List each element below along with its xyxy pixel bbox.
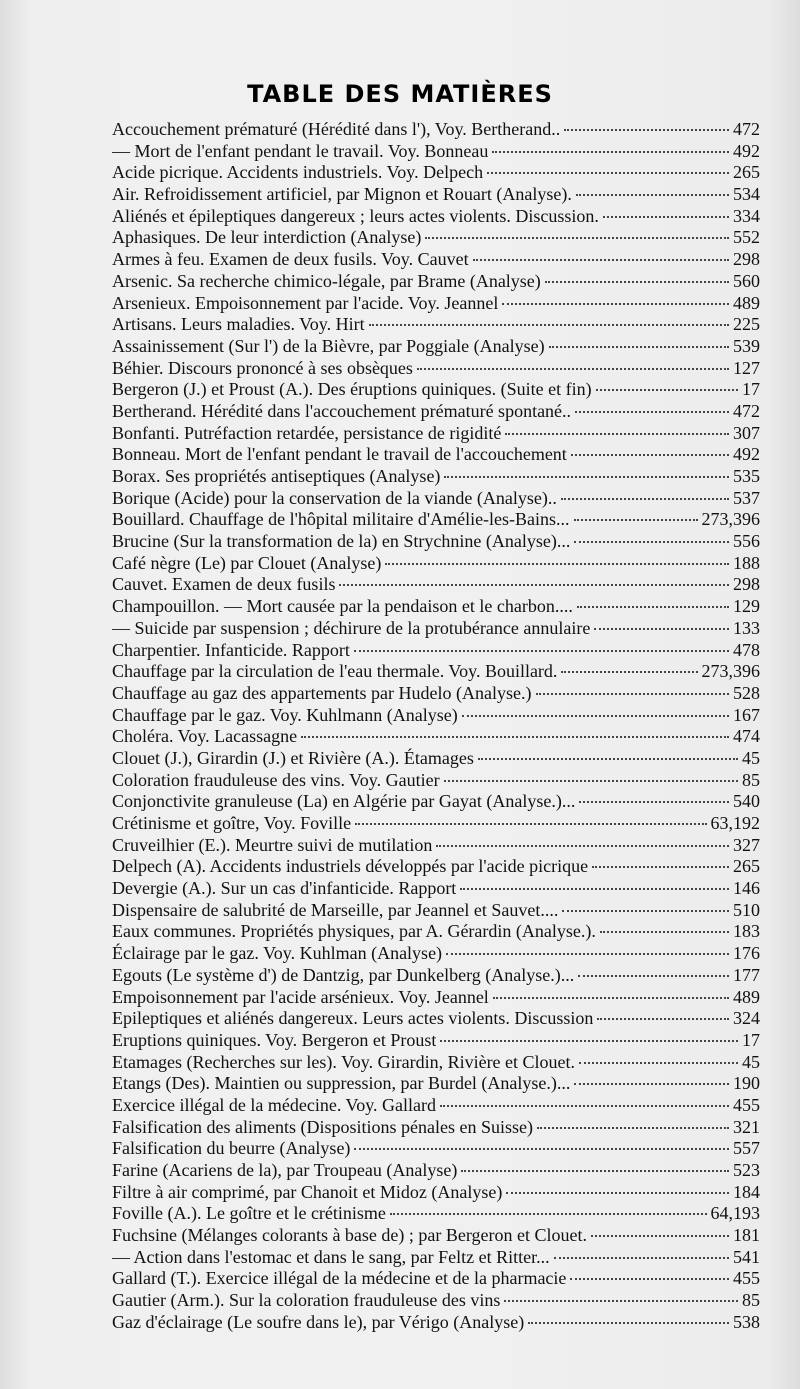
index-entry	[112, 618, 760, 640]
dot-leader	[444, 476, 729, 478]
index-entry	[112, 162, 760, 184]
entry-page-number: 129	[733, 596, 760, 617]
dot-leader	[461, 1170, 729, 1172]
entry-page-number: 321	[733, 1116, 760, 1137]
entry-text: Chauffage au gaz des appartements par Hudelo (Analyse.)	[112, 682, 532, 703]
entry-page-number: 540	[733, 791, 760, 812]
index-entry	[112, 1073, 760, 1095]
index-entry	[112, 488, 760, 510]
entry-page-number: 265	[733, 856, 760, 877]
entry-text: Cruveilhier (E.). Meurtre suivi de mutilation	[112, 834, 433, 855]
dot-leader	[596, 389, 738, 391]
index-entry	[112, 1290, 760, 1312]
entry-text: Acide picrique. Accidents industriels. Voy. Delpech	[112, 162, 484, 183]
entry-page-number: 492	[733, 140, 760, 161]
index-entry	[112, 1268, 760, 1290]
entry-page-number: 273,396	[701, 509, 760, 530]
entry-text: — Suicide par suspension ; déchirure de la protubérance annulaire	[112, 617, 591, 638]
dot-leader	[339, 584, 729, 586]
entry-page-number: 489	[733, 986, 760, 1007]
index-entry	[112, 184, 760, 206]
entry-text: Farine (Acariens de la), par Troupeau (Analyse)	[112, 1160, 458, 1180]
entry-text: Egouts (Le système d') de Dantzig, par Dunkelberg (Analyse.)...	[112, 964, 575, 985]
entry-text: Arsenic. Sa recherche chimico-légale, par Brame (Analyse)	[112, 270, 541, 291]
entry-text: Artisans. Leurs maladies. Voy. Hirt	[112, 314, 365, 335]
entry-page-number: 560	[733, 270, 760, 291]
dot-leader	[436, 845, 729, 847]
entry-text: Epileptiques et aliénés dangereux. Leurs actes violents. Discussion	[112, 1008, 594, 1029]
entry-text: Crétinisme et goître, Voy. Foville	[112, 813, 352, 833]
entry-text: Borique (Acide) pour la conservation de la viande (Analyse)..	[112, 487, 557, 508]
index-entry	[112, 509, 760, 531]
dot-leader	[591, 1235, 729, 1237]
dot-leader	[570, 1278, 729, 1280]
dot-leader	[576, 194, 729, 196]
dot-leader	[354, 650, 729, 652]
entry-page-number: 492	[733, 444, 760, 465]
entry-page-number: 85	[742, 769, 760, 790]
index-entry	[112, 119, 760, 141]
index-entry	[112, 943, 760, 965]
index-entry	[112, 444, 760, 466]
entry-text: Gaz d'éclairage (Le soufre dans le), par Vérigo (Analyse)	[112, 1311, 525, 1332]
dot-leader	[478, 758, 738, 760]
entry-text: Etamages (Recherches sur les). Voy. Girardin, Rivière et Clouet.	[112, 1051, 576, 1072]
entry-page-number: 552	[733, 227, 760, 248]
entry-text: Gautier (Arm.). Sur la coloration frauduleuse des vins	[112, 1290, 501, 1311]
dot-leader	[545, 281, 729, 283]
dot-leader	[446, 953, 729, 955]
index-entry	[112, 705, 760, 727]
entry-text: Armes à feu. Examen de deux fusils. Voy. Cauvet	[112, 249, 469, 270]
dot-leader	[574, 1083, 729, 1085]
index-entry	[112, 293, 760, 315]
dot-leader	[597, 1018, 729, 1020]
index-entry	[112, 878, 760, 900]
entry-page-number: 307	[733, 422, 760, 443]
dot-leader	[460, 888, 729, 890]
dot-leader	[505, 433, 729, 435]
entry-page-number: 510	[733, 899, 760, 920]
entry-page-number: 523	[733, 1160, 760, 1180]
entry-text: Clouet (J.), Girardin (J.) et Rivière (A.). Étamages	[112, 747, 474, 768]
entry-text: Air. Refroidissement artificiel, par Mignon et Rouart (Analyse).	[112, 184, 572, 205]
index-entry	[112, 596, 760, 618]
entry-text: Borax. Ses propriétés antiseptiques (Analyse)	[112, 466, 441, 486]
dot-leader	[562, 910, 729, 912]
index-entry	[112, 1052, 760, 1074]
dot-leader	[579, 1062, 738, 1064]
index-entry	[112, 726, 760, 748]
index-entry	[112, 1225, 760, 1247]
index-entry	[112, 574, 760, 596]
dot-leader	[492, 151, 729, 153]
entry-page-number: 455	[733, 1094, 760, 1115]
entry-page-number: 539	[733, 335, 760, 356]
entry-page-number: 334	[733, 205, 760, 226]
entry-page-number: 133	[733, 617, 760, 638]
dot-leader	[554, 1257, 729, 1259]
entry-text: — Mort de l'enfant pendant le travail. Voy. Bonneau	[112, 140, 489, 161]
dot-leader	[473, 259, 729, 261]
entry-page-number: 537	[733, 487, 760, 508]
entry-text: Exercice illégal de la médecine. Voy. Gallard	[112, 1094, 437, 1115]
dot-leader	[578, 975, 729, 977]
entry-page-number: 85	[742, 1290, 760, 1311]
entry-page-number: 63,192	[710, 813, 760, 833]
entry-page-number: 472	[733, 119, 760, 139]
entry-text: Brucine (Sur la transformation de la) en Strychnine (Analyse)...	[112, 531, 571, 552]
entry-page-number: 176	[733, 943, 760, 964]
dot-leader	[354, 1148, 729, 1150]
dot-leader	[603, 216, 729, 218]
dot-leader	[390, 1213, 707, 1215]
entry-text: Aliénés et épileptiques dangereux ; leurs actes violents. Discussion.	[112, 205, 599, 226]
index-entry	[112, 401, 760, 423]
entry-page-number: 45	[742, 1051, 760, 1072]
entry-text: Arsenieux. Empoisonnement par l'acide. Voy. Jeannel	[112, 292, 499, 313]
entry-page-number: 538	[733, 1311, 760, 1332]
entry-text: Béhier. Discours prononcé à ses obsèques	[112, 357, 413, 378]
entry-text: Café nègre (Le) par Clouet (Analyse)	[112, 552, 382, 573]
entry-text: Charpentier. Infanticide. Rapport	[112, 639, 350, 660]
dot-leader	[528, 1322, 729, 1324]
index-entry	[112, 358, 760, 380]
entry-text: Dispensaire de salubrité de Marseille, par Jeannel et Sauvet....	[112, 899, 559, 920]
entry-page-number: 557	[733, 1138, 760, 1159]
entry-text: Eaux communes. Propriétés physiques, par A. Gérardin (Analyse.).	[112, 921, 596, 942]
entry-text: Champouillon. — Mort causée par la pendaison et le charbon....	[112, 596, 573, 617]
entry-page-number: 17	[742, 1029, 760, 1050]
dot-leader	[579, 801, 729, 803]
entry-text: Bertherand. Hérédité dans l'accouchement prématuré spontané..	[112, 400, 572, 421]
entry-page-number: 190	[733, 1073, 760, 1094]
dot-leader	[561, 498, 729, 500]
dot-leader	[502, 303, 729, 305]
dot-leader	[536, 693, 729, 695]
dot-leader	[549, 346, 729, 348]
entry-page-number: 167	[733, 704, 760, 725]
entry-text: Fuchsine (Mélanges colorants à base de) ; par Bergeron et Clouet.	[112, 1225, 588, 1246]
dot-leader	[575, 411, 729, 413]
entry-page-number: 265	[733, 162, 760, 183]
entry-text: — Action dans l'estomac et dans le sang, par Feltz et Ritter...	[112, 1246, 550, 1267]
index-entry	[112, 1203, 760, 1225]
dot-leader	[369, 324, 729, 326]
entry-text: Chauffage par le gaz. Voy. Kuhlmann (Analyse)	[112, 704, 458, 725]
entry-text: Bouillard. Chauffage de l'hôpital militaire d'Amélie-les-Bains...	[112, 509, 570, 530]
dot-leader	[425, 237, 729, 239]
entry-text: Falsification du beurre (Analyse)	[112, 1138, 351, 1159]
index-entry	[112, 1182, 760, 1204]
index-entry	[112, 835, 760, 857]
index-entry	[112, 1008, 760, 1030]
entry-page-number: 225	[733, 314, 760, 335]
entry-text: Bonfanti. Putréfaction retardée, persistance de rigidité	[112, 422, 502, 443]
index-entry	[112, 987, 760, 1009]
dot-leader	[592, 866, 729, 868]
index-entry	[112, 770, 760, 792]
entry-text: Aphasiques. De leur interdiction (Analyse)	[112, 227, 422, 248]
index-entry	[112, 1117, 760, 1139]
index-entry	[112, 661, 760, 683]
entry-text: Conjonctivite granuleuse (La) en Algérie par Gayat (Analyse.)...	[112, 791, 576, 812]
dot-leader	[577, 606, 729, 608]
entry-text: Gallard (T.). Exercice illégal de la médecine et de la pharmacie	[112, 1268, 567, 1289]
entry-page-number: 324	[733, 1008, 760, 1029]
dot-leader	[504, 1300, 738, 1302]
dot-leader	[600, 931, 729, 933]
entry-text: Éclairage par le gaz. Voy. Kuhlman (Analyse)	[112, 943, 443, 964]
entry-page-number: 327	[733, 834, 760, 855]
dot-leader	[564, 129, 729, 131]
entry-text: Chauffage par la circulation de l'eau thermale. Voy. Bouillard.	[112, 661, 558, 682]
index-entry	[112, 423, 760, 445]
index-entry	[112, 1138, 760, 1160]
index-entry	[112, 856, 760, 878]
index-entry	[112, 900, 760, 922]
entry-text: Coloration frauduleuse des vins. Voy. Gautier	[112, 769, 440, 790]
dot-leader	[440, 1040, 738, 1042]
entry-page-number: 64,193	[710, 1203, 760, 1224]
entry-page-number: 541	[733, 1246, 760, 1267]
index-entry	[112, 965, 760, 987]
index-entry	[112, 1247, 760, 1269]
dot-leader	[561, 671, 697, 673]
dot-leader	[444, 780, 738, 782]
entry-text: Empoisonnement par l'acide arsénieux. Voy. Jeannel	[112, 986, 489, 1007]
entry-page-number: 472	[733, 400, 760, 421]
entry-page-number: 17	[742, 379, 760, 400]
entry-text: Etangs (Des). Maintien ou suppression, par Burdel (Analyse.)...	[112, 1073, 571, 1094]
dot-leader	[506, 1192, 729, 1194]
entry-text: Foville (A.). Le goître et le crétinisme	[112, 1203, 386, 1224]
index-entry	[112, 314, 760, 336]
dot-leader	[385, 563, 729, 565]
index-entry	[112, 553, 760, 575]
index-entry	[112, 206, 760, 228]
dot-leader	[487, 172, 729, 174]
entry-page-number: 534	[733, 184, 760, 205]
index-list	[112, 119, 760, 1334]
index-entry	[112, 1160, 760, 1182]
entry-page-number: 298	[733, 249, 760, 270]
entry-page-number: 146	[733, 878, 760, 899]
index-entry	[112, 466, 760, 488]
index-entry	[112, 1030, 760, 1052]
index-entry	[112, 791, 760, 813]
index-entry	[112, 813, 760, 835]
dot-leader	[493, 997, 729, 999]
entry-text: Falsification des aliments (Dispositions pénales en Suisse)	[112, 1116, 533, 1137]
dot-leader	[574, 541, 729, 543]
entry-text: Choléra. Voy. Lacassagne	[112, 726, 298, 747]
entry-page-number: 183	[733, 921, 760, 942]
entry-page-number: 455	[733, 1268, 760, 1289]
entry-page-number: 273,396	[701, 661, 760, 682]
dot-leader	[462, 715, 729, 717]
entry-page-number: 177	[733, 964, 760, 985]
entry-page-number: 45	[742, 747, 760, 768]
entry-page-number: 181	[733, 1225, 760, 1246]
index-entry	[112, 141, 760, 163]
entry-page-number: 556	[733, 531, 760, 552]
index-entry	[112, 921, 760, 943]
entry-text: Bonneau. Mort de l'enfant pendant le travail de l'accouchement	[112, 444, 567, 465]
index-entry	[112, 379, 760, 401]
dot-leader	[594, 628, 729, 630]
entry-text: Delpech (A). Accidents industriels développés par l'acide picrique	[112, 856, 589, 877]
index-entry	[112, 271, 760, 293]
entry-page-number: 528	[733, 682, 760, 703]
index-entry	[112, 249, 760, 271]
entry-page-number: 474	[733, 726, 760, 747]
entry-text: Eruptions quiniques. Voy. Bergeron et Proust	[112, 1029, 437, 1050]
entry-text: Accouchement prématuré (Hérédité dans l'), Voy. Bertherand..	[112, 119, 561, 139]
dot-leader	[537, 1127, 729, 1129]
entry-page-number: 489	[733, 292, 760, 313]
index-entry	[112, 640, 760, 662]
index-entry	[112, 1312, 760, 1334]
entry-text: Bergeron (J.) et Proust (A.). Des éruptions quiniques. (Suite et fin)	[112, 379, 592, 400]
entry-page-number: 188	[733, 552, 760, 573]
entry-text: Cauvet. Examen de deux fusils	[112, 574, 336, 595]
page-title: TABLE DES MATIÈRES	[247, 80, 553, 108]
dot-leader	[574, 519, 698, 521]
index-entry	[112, 531, 760, 553]
index-entry	[112, 227, 760, 249]
dot-leader	[440, 1105, 729, 1107]
index-entry	[112, 1095, 760, 1117]
entry-page-number: 184	[733, 1181, 760, 1202]
entry-page-number: 478	[733, 639, 760, 660]
dot-leader	[355, 823, 706, 825]
dot-leader	[417, 368, 729, 370]
index-entry	[112, 748, 760, 770]
entry-text: Assainissement (Sur l') de la Bièvre, par Poggiale (Analyse)	[112, 335, 545, 356]
dot-leader	[571, 454, 729, 456]
entry-text: Devergie (A.). Sur un cas d'infanticide. Rapport	[112, 878, 457, 899]
entry-page-number: 127	[733, 357, 760, 378]
dot-leader	[301, 736, 729, 738]
index-entry	[112, 683, 760, 705]
entry-page-number: 298	[733, 574, 760, 595]
entry-text: Filtre à air comprimé, par Chanoit et Midoz (Analyse)	[112, 1181, 503, 1202]
entry-page-number: 535	[733, 466, 760, 486]
index-entry	[112, 336, 760, 358]
